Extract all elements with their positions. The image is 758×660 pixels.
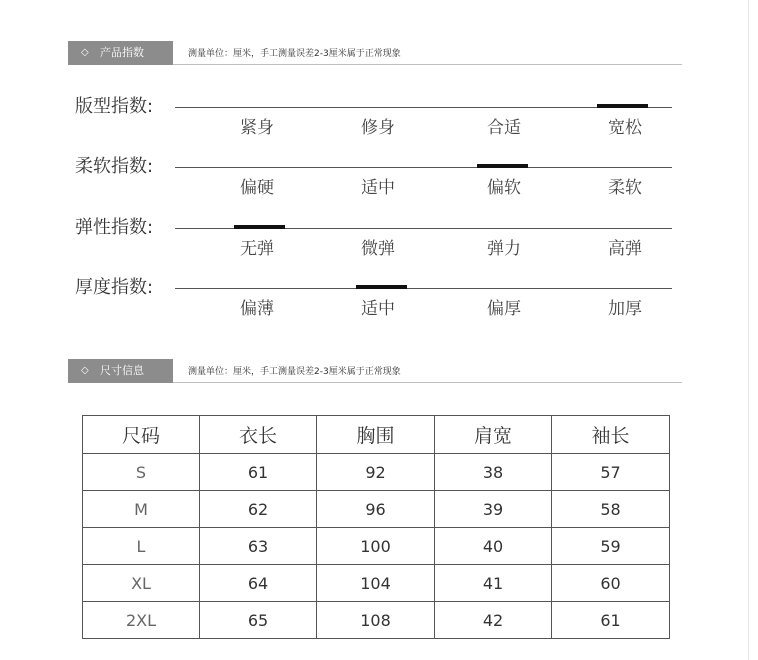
- softness-index-row: [75, 156, 675, 227]
- table-cell: L: [83, 528, 200, 565]
- index-option: 偏硬: [240, 178, 274, 198]
- index-option: 偏厚: [487, 299, 521, 319]
- index-label: 弹性指数:: [75, 217, 154, 238]
- table-cell: 62: [200, 491, 317, 528]
- thickness-index-row: [75, 277, 675, 348]
- page-edge-divider: [748, 0, 749, 660]
- index-option: 加厚: [608, 299, 642, 319]
- table-cell: 92: [317, 454, 435, 491]
- fit-index-row: [75, 96, 675, 167]
- table-cell: S: [83, 454, 200, 491]
- index-scale-line: [175, 288, 672, 289]
- table-cell: 104: [317, 565, 435, 602]
- table-cell: 100: [317, 528, 435, 565]
- table-header-row: [83, 416, 670, 454]
- index-option: 宽松: [608, 118, 642, 138]
- table-row: [83, 454, 670, 491]
- index-selected-marker: [234, 225, 285, 229]
- table-row: [83, 491, 670, 528]
- table-cell: 39: [435, 491, 552, 528]
- table-cell: 108: [317, 602, 435, 639]
- size-info-tag: [68, 359, 173, 383]
- index-option: 柔软: [608, 178, 642, 198]
- table-row: [83, 565, 670, 602]
- index-label: 厚度指数:: [75, 277, 154, 298]
- column-header: 尺码: [83, 416, 200, 454]
- index-option: 合适: [487, 118, 521, 138]
- index-label: 版型指数:: [75, 96, 154, 117]
- table-cell: 41: [435, 565, 552, 602]
- index-option: 偏软: [487, 178, 521, 198]
- table-cell: 65: [200, 602, 317, 639]
- table-cell: 58: [552, 491, 670, 528]
- index-option: 高弹: [608, 239, 642, 259]
- index-option: 适中: [361, 178, 395, 198]
- index-option: 紧身: [240, 118, 274, 138]
- column-header: 肩宽: [435, 416, 552, 454]
- table-cell: 60: [552, 565, 670, 602]
- index-option: 修身: [361, 118, 395, 138]
- product-index-title: 产品指数: [100, 46, 144, 59]
- table-cell: 2XL: [83, 602, 200, 639]
- table-cell: 42: [435, 602, 552, 639]
- table-cell: XL: [83, 565, 200, 602]
- size-table: [82, 415, 670, 639]
- section-divider: [173, 64, 682, 65]
- column-header: 衣长: [200, 416, 317, 454]
- size-info-title: 尺寸信息: [100, 364, 144, 377]
- section-divider: [173, 382, 682, 383]
- table-cell: 38: [435, 454, 552, 491]
- index-scale-line: [175, 167, 672, 168]
- table-cell: 40: [435, 528, 552, 565]
- diamond-icon: ◇: [81, 365, 89, 376]
- index-option: 弹力: [487, 239, 521, 259]
- index-option: 无弹: [240, 239, 274, 259]
- elasticity-index-row: [75, 217, 675, 288]
- table-cell: 57: [552, 454, 670, 491]
- table-cell: 59: [552, 528, 670, 565]
- index-selected-marker: [477, 164, 528, 168]
- index-selected-marker: [597, 104, 648, 108]
- table-row: [83, 602, 670, 639]
- table-cell: 61: [552, 602, 670, 639]
- product-index-tag: [68, 41, 173, 65]
- size-info-header: [68, 359, 682, 383]
- table-cell: 96: [317, 491, 435, 528]
- index-option: 适中: [361, 299, 395, 319]
- table-cell: 64: [200, 565, 317, 602]
- diamond-icon: ◇: [81, 47, 89, 58]
- index-selected-marker: [356, 285, 407, 289]
- measurement-note: 测量单位：厘米，手工测量误差2-3厘米属于正常现象: [188, 367, 401, 377]
- measurement-note: 测量单位：厘米，手工测量误差2-3厘米属于正常现象: [188, 49, 401, 59]
- column-header: 胸围: [317, 416, 435, 454]
- table-cell: M: [83, 491, 200, 528]
- table-cell: 63: [200, 528, 317, 565]
- index-label: 柔软指数:: [75, 156, 154, 177]
- table-row: [83, 528, 670, 565]
- product-index-header: [68, 41, 682, 65]
- index-option: 微弹: [361, 239, 395, 259]
- table-cell: 61: [200, 454, 317, 491]
- index-option: 偏薄: [240, 299, 274, 319]
- column-header: 袖长: [552, 416, 670, 454]
